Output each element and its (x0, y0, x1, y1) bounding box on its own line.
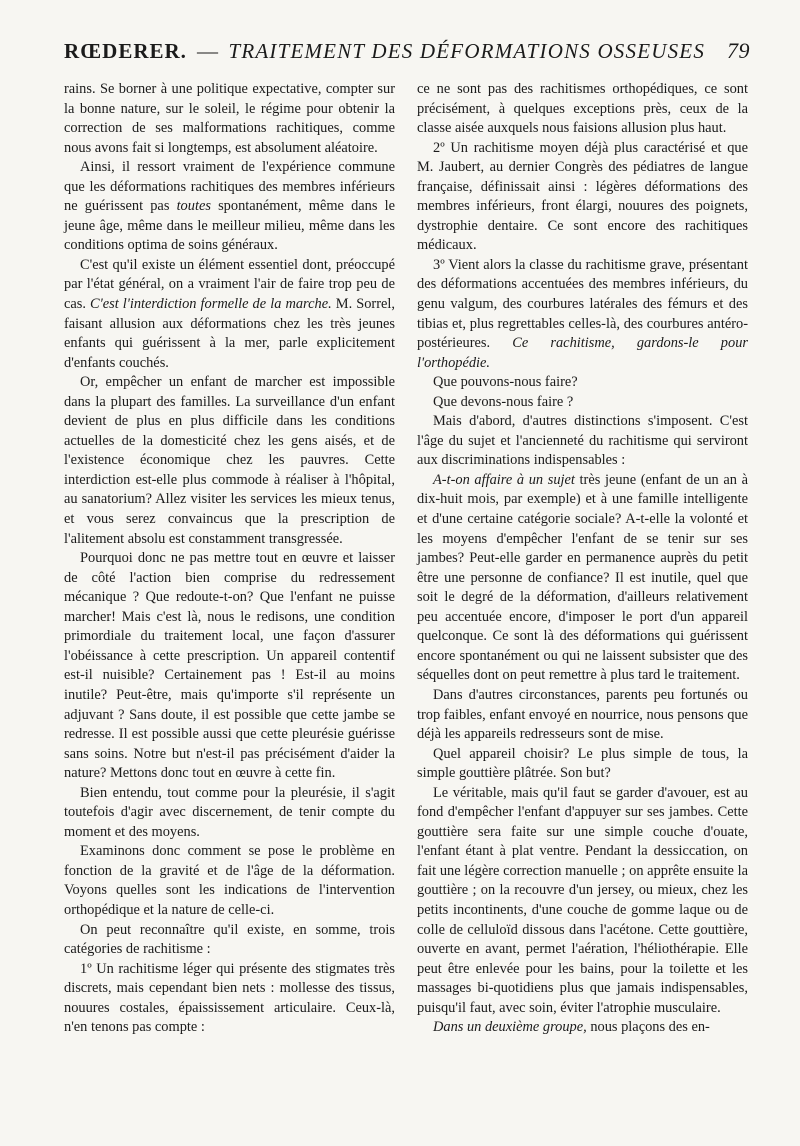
text-run: Examinons donc comment se pose le problème en fonction de la gravité et de l'âge de la déformation. Voyons quelles sont les indications de l'intervention orthopédique et la nature de celle-ci. (64, 843, 395, 918)
right-column (417, 80, 748, 1038)
text-run: 3º Vient alors la classe du rachitisme grave, présentant des déformations accentuées des membres inférieurs, du genu valgum, des courbures latérales des fémurs et des tibias et, plus regrettables celles-là, des courbures antéro-postérieures. (417, 256, 748, 352)
text-run: Que devons-nous faire ? (433, 393, 574, 410)
paragraph (64, 784, 395, 843)
paragraph (417, 1018, 748, 1038)
text-run: rains. Se borner à une politique expectative, compter sur la bonne nature, sur le soleil, le régime pour obtenir la correction de ses malformations rachitiques, comme nous avons fait si longtemps, est absolument aléatoire. (64, 81, 395, 156)
paragraph (417, 784, 748, 1019)
paragraph (417, 686, 748, 745)
paragraph (64, 921, 395, 960)
text-run: 2º Un rachitisme moyen déjà plus caractérisé et que M. Jaubert, au dernier Congrès des pédiatres de langue française, définissait ainsi : légères déformations des membres inférieurs, front élargi, nouures des poignets, dystrophie dentaire. Ce sont encore des rachitiques médicaux. (417, 139, 748, 254)
paragraph (417, 80, 748, 139)
paragraph (64, 960, 395, 1038)
text-run: C'est qu'il existe un élément essentiel dont, préoccupé par l'état général, on a vraiment l'air de faire trop peu de cas. (64, 256, 395, 313)
text-columns (64, 80, 750, 1038)
paragraph (64, 842, 395, 920)
paragraph (417, 412, 748, 471)
paragraph (417, 373, 748, 393)
italic-text: Dans un deuxième groupe, (433, 1019, 587, 1036)
paragraph (417, 471, 748, 686)
paragraph (64, 373, 395, 549)
text-run: Quel appareil choisir? Le plus simple de tous, la simple gouttière plâtrée. Son but? (417, 745, 748, 782)
text-run: Bien entendu, tout comme pour la pleurésie, il s'agit toutefois d'agir avec discernement, de tenir compte du moment et des moyens. (64, 784, 395, 840)
header-author: RŒDERER. (64, 39, 187, 63)
paragraph (417, 393, 748, 413)
paragraph (64, 549, 395, 784)
paragraph (417, 745, 748, 784)
text-run: M. Sorrel, faisant allusion aux déformations chez les très jeunes enfants qui guérissent à la mer, parle explicitement d'enfants couchés. (64, 296, 395, 371)
text-run: Or, empêcher un enfant de marcher est impossible dans la plupart des familles. La surveillance d'un enfant devient de plus en plus difficile dans les conditions actuelles de la domesticité chez les gens aisés, et de l'existence économique chez les pauvres. Cette interdiction est-elle plus commode à réaliser à l'hôpital, au sanatorium? Allez visiter les services les mieux tenus, et vous serez convaincus que la prescription de l'alitement absolu est constamment transgressée. (64, 374, 395, 547)
text-run: Ainsi, il ressort vraiment de l'expérience commune que les déformations rachitiques des membres inférieurs ne guérissent pas (64, 159, 395, 215)
text-run: 1º Un rachitisme léger qui présente des stigmates très discrets, mais cependant bien nets : mollesse des tissus, nouures costales, épaississement articulaire. Ceux-là, n'en tenons pas compte : (64, 960, 395, 1036)
paragraph (64, 80, 395, 158)
paragraph (64, 158, 395, 256)
header-title: TRAITEMENT DES DÉFORMATIONS OSSEUSES (228, 39, 706, 63)
text-run: Mais d'abord, d'autres distinctions s'imposent. C'est l'âge du sujet et l'ancienneté du rachitisme qui serviront aux discriminations indispensables : (417, 413, 748, 469)
text-run: spontanément, même dans le jeune âge, même dans le meilleur milieu, même dans les conditions optima de soins généraux. (64, 198, 395, 254)
running-header (64, 38, 750, 70)
italic-text: A-t-on affaire à un sujet (433, 471, 575, 488)
text-run: On peut reconnaître qu'il existe, en somme, trois catégories de rachitisme : (64, 921, 395, 958)
left-column (64, 80, 395, 1038)
text-run: Pourquoi donc ne pas mettre tout en œuvre et laisser de côté l'action bien comprise du redressement mécanique ? Que redoute-t-on? Que l'enfant ne puisse marcher! Mais c'est là, nous le redisons, une condition primordiale du traitement local, une façon d'assurer l'obéissance à cette prescription. Un appareil contentif est-il nuisible? Certainement pas ! Est-il au moins inutile? Peut-être, mais qu'importe s'il représente un adjuvant ? Sans doute, il est possible que cette jambe se redresse. Il est possible aussi que cette pleurésie guérisse sans soins. Notre but n'est-il pas précisément d'aider la nature? Mettons donc tout en œuvre à cette fin. (64, 550, 395, 782)
text-run: Que pouvons-nous faire? (433, 374, 578, 391)
page-number: 79 (727, 38, 750, 63)
paragraph (417, 139, 748, 256)
text-run: nous plaçons des en- (586, 1019, 710, 1036)
text-run: ce ne sont pas des rachitismes orthopédiques, ce sont précisément, à quelques exceptions près, ceux de la classe aisée auxquels nous faisions allusion plus haut. (417, 81, 748, 137)
text-run: Le véritable, mais qu'il faut se garder d'avouer, est au fond d'empêcher l'enfant d'appuyer sur ses jambes. Cette gouttière sera faite sur une simple couche d'ouate, l'enfant étant à plat ventre. Pendant la dessiccation, on fait une légère correction manuelle ; on apprête ensuite la gouttière ; on la recouvre d'un jersey, ou mieux, chez les petits incontinents, d'une couche de gomme laque ou de colle de celluloïd dissous dans l'acétone. Cette gouttière, ouverte en avant, permet l'aération, l'héliothérapie. Elle peut être enlevée pour les bains, pour la toilette et les massages bi-quotidiens plus que jamais indispensables, puisqu'il faut, avec soin, éviter l'atrophie musculaire. (417, 784, 748, 1016)
italic-text: toutes (176, 198, 211, 215)
italic-text: Ce rachitisme, gardons-le pour l'orthopédie. (417, 335, 748, 371)
header-dash: — (196, 39, 219, 63)
text-run: Dans d'autres circonstances, parents peu fortunés ou trop faibles, enfant envoyé en nourrice, nous pensons que déjà les appareils redresseurs sont de mise. (417, 686, 748, 743)
paragraph (64, 256, 395, 373)
italic-text: C'est l'interdiction formelle de la marche. (90, 296, 332, 313)
paragraph (417, 256, 748, 373)
text-run: très jeune (enfant de un an à dix-huit mois, par exemple) et à une famille intelligente et d'une certaine catégorie sociale? A-t-elle la volonté et les moyens d'empêcher l'enfant de se tenir sur ses jambes? Peut-elle garder en permanence auprès du petit être une personne de confiance? Il est inutile, quel que soit le degré de la déformation, d'ailleurs relativement peu accentuée encore, d'imposer le port d'un appareil quelconque. Ce sont là des déformations qui guérissent encore spontanément ou qui ne laissent subsister que des séquelles dont on peut remettre à plus tard le traitement. (417, 471, 748, 684)
